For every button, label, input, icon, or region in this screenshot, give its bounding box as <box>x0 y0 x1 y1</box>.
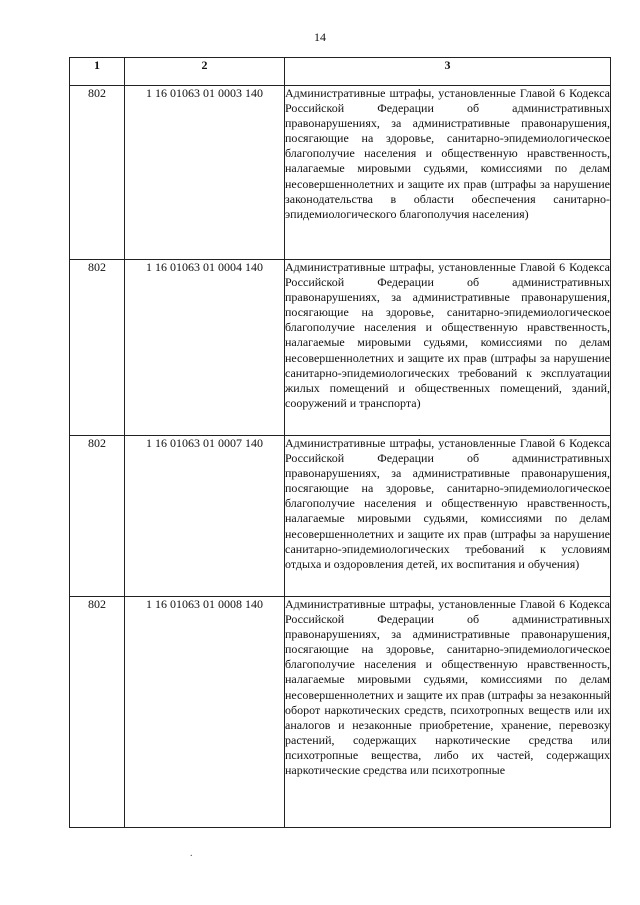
admin-code-cell: 802 <box>70 597 125 828</box>
budget-code-table <box>69 57 611 828</box>
budget-code-cell: 1 16 01063 01 0008 140 <box>125 597 285 828</box>
table-header-row <box>70 58 611 86</box>
table-row <box>70 86 611 260</box>
admin-code-cell: 802 <box>70 86 125 260</box>
budget-code-cell: 1 16 01063 01 0007 140 <box>125 436 285 597</box>
admin-code-cell: 802 <box>70 260 125 436</box>
description-cell: Административные штрафы, установленные Главой 6 Кодекса Российской Федерации об административных правонарушениях, за административные правонарушения, посягающие на здоровье, санитарно-эпидемиологическое благополучие населения и общественную нравственность, налагаемые мировыми судьями, комиссиями по делам несовершеннолетних и защите их прав (штрафы за незаконный оборот наркотических средств, психотропных веществ или их аналогов и незаконные приобретение, хранение, перевозку растений, содержащих наркотические средства или психотропные вещества, либо их частей, содержащих наркотические средства или психотропные <box>285 597 611 828</box>
table-row <box>70 260 611 436</box>
footer-mark: . <box>190 848 193 859</box>
table-row <box>70 436 611 597</box>
column-header-3: 3 <box>285 58 611 86</box>
description-cell: Административные штрафы, установленные Главой 6 Кодекса Российской Федерации об административных правонарушениях, за административные правонарушения, посягающие на здоровье, санитарно-эпидемиологическое благополучие населения и общественную нравственность, налагаемые мировыми судьями, комиссиями по делам несовершеннолетних и защите их прав (штрафы за нарушение санитарно-эпидемиологических требований к эксплуатации жилых помещений и общественных помещений, зданий, сооружений и транспорта) <box>285 260 611 436</box>
column-header-1: 1 <box>70 58 125 86</box>
budget-code-cell: 1 16 01063 01 0003 140 <box>125 86 285 260</box>
page-number: 14 <box>314 30 326 44</box>
table-row <box>70 597 611 828</box>
column-header-2: 2 <box>125 58 285 86</box>
description-cell: Административные штрафы, установленные Главой 6 Кодекса Российской Федерации об административных правонарушениях, за административные правонарушения, посягающие на здоровье, санитарно-эпидемиологическое благополучие населения и общественную нравственность, налагаемые мировыми судьями, комиссиями по делам несовершеннолетних и защите их прав (штрафы за нарушение законодательства в области обеспечения санитарно-эпидемиологического благополучия населения) <box>285 86 611 260</box>
description-cell: Административные штрафы, установленные Главой 6 Кодекса Российской Федерации об административных правонарушениях, за административные правонарушения, посягающие на здоровье, санитарно-эпидемиологическое благополучие населения и общественную нравственность, налагаемые мировыми судьями, комиссиями по делам несовершеннолетних и защите их прав (штрафы за нарушение санитарно-эпидемиологических требований к условиям отдыха и оздоровления детей, их воспитания и обучения) <box>285 436 611 597</box>
admin-code-cell: 802 <box>70 436 125 597</box>
budget-code-cell: 1 16 01063 01 0004 140 <box>125 260 285 436</box>
